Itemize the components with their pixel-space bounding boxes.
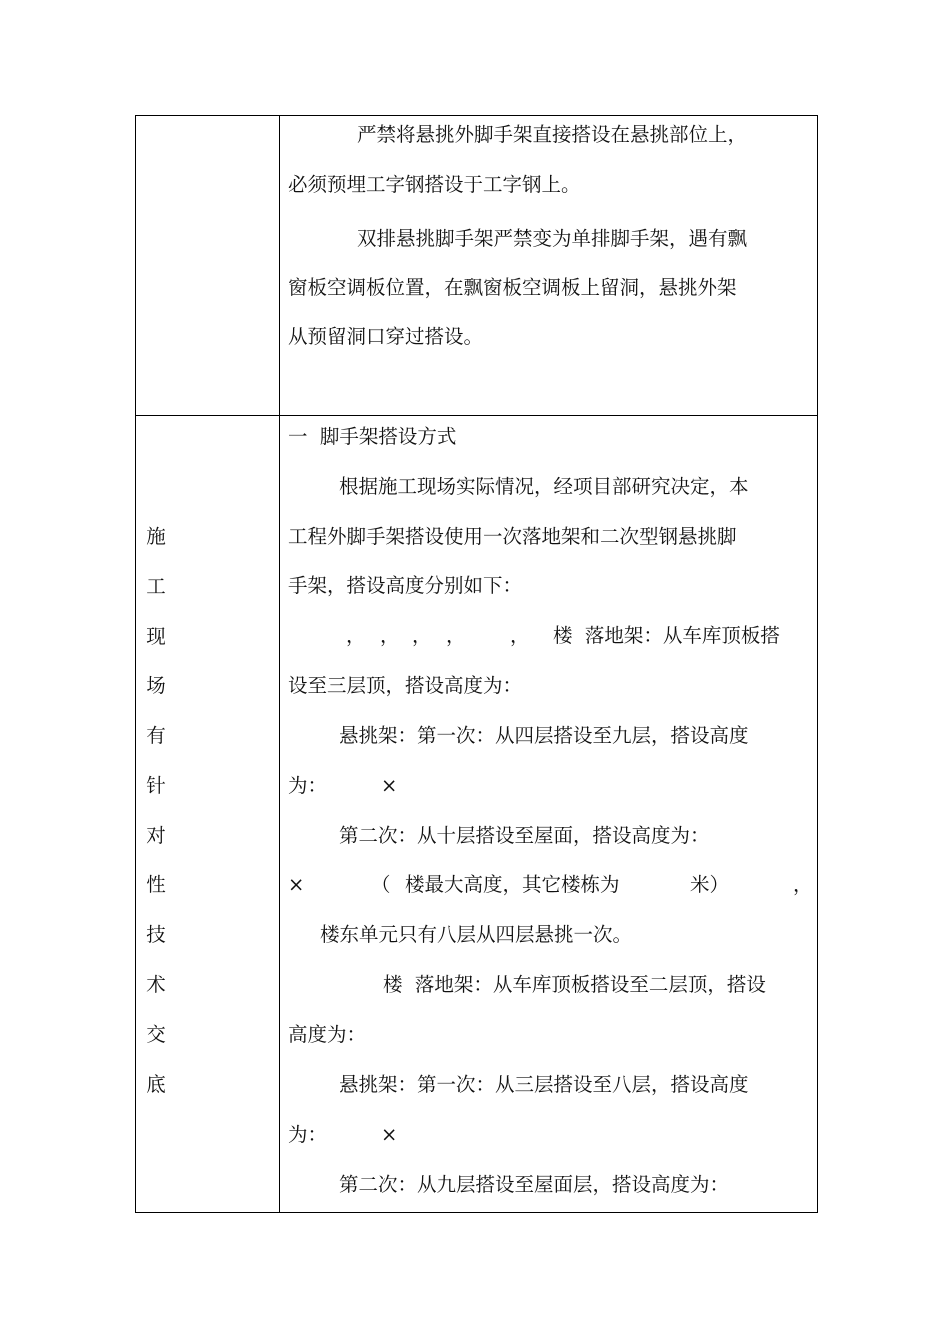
text-line: 手架，搭设高度分别如下： [288, 574, 523, 597]
table-row [136, 416, 817, 1212]
text-line: 根据施工现场实际情况，经项目部研究决定，本 [339, 475, 749, 498]
comma-mark: ， [346, 624, 366, 647]
text-line: （ [371, 873, 391, 896]
column-divider [279, 416, 280, 1212]
label-char: 工 [146, 575, 166, 598]
text-line: ， [793, 873, 813, 896]
comma-mark: ， [380, 624, 400, 647]
text-line: 为： [288, 1123, 328, 1146]
label-char: 针 [146, 774, 166, 797]
technical-briefing-table [135, 115, 818, 1213]
text-line: 设至三层顶，搭设高度为： [288, 674, 523, 697]
text-line: 为： [288, 774, 328, 797]
text-line: 楼东单元只有八层从四层悬挑一次。 [320, 923, 633, 946]
paragraph-line: 窗板空调板位置，在飘窗板空调板上留洞，悬挑外架 [288, 276, 737, 299]
table-row [136, 116, 817, 416]
label-char: 底 [146, 1073, 166, 1096]
text-line: 第二次：从九层搭设至屋面层，搭设高度为： [339, 1173, 730, 1196]
text-line: 楼 落地架：从车库顶板搭设至二层顶，搭设 [383, 973, 766, 996]
comma-mark: ， [446, 624, 466, 647]
label-char: 交 [146, 1023, 166, 1046]
label-char: 技 [146, 923, 166, 946]
comma-mark: ， [412, 624, 432, 647]
text-line: 悬挑架：第一次：从四层搭设至九层，搭设高度 [339, 724, 749, 747]
text-line: 米） [690, 873, 730, 896]
paragraph-line: 必须预埋工字钢搭设于工字钢上。 [288, 173, 581, 196]
text-line: 楼 落地架：从车库顶板搭 [553, 624, 780, 647]
label-char: 场 [146, 674, 166, 697]
paragraph-line: 从预留洞口穿过搭设。 [288, 325, 484, 348]
column-divider [279, 116, 280, 415]
label-char: 性 [146, 873, 166, 896]
row-label-cell [136, 416, 176, 1212]
text-line: 楼最大高度，其它楼栋为 [405, 873, 620, 896]
text-line: 第二次：从十层搭设至屋面，搭设高度为： [339, 824, 710, 847]
times-symbol: × [381, 774, 398, 797]
text-line: 严禁将悬挑外脚手架直接搭设在悬挑部位上， [357, 123, 748, 146]
section-heading: 一 脚手架搭设方式 [288, 425, 457, 448]
label-char: 有 [146, 724, 166, 747]
text-line: 高度为： [288, 1023, 367, 1046]
comma-mark: ， [510, 624, 530, 647]
label-char: 术 [146, 973, 166, 996]
times-symbol: × [381, 1123, 398, 1146]
paragraph-line [288, 120, 808, 150]
text-line: 悬挑架：第一次：从三层搭设至八层，搭设高度 [339, 1073, 749, 1096]
text-line: 工程外脚手架搭设使用一次落地架和二次型钢悬挑脚 [288, 525, 737, 548]
paragraph-line: 双排悬挑脚手架严禁变为单排脚手架，遇有飘 [357, 227, 748, 250]
label-char: 施 [146, 525, 166, 548]
label-char: 对 [146, 824, 166, 847]
times-symbol: × [288, 873, 305, 896]
label-char: 现 [146, 625, 166, 648]
